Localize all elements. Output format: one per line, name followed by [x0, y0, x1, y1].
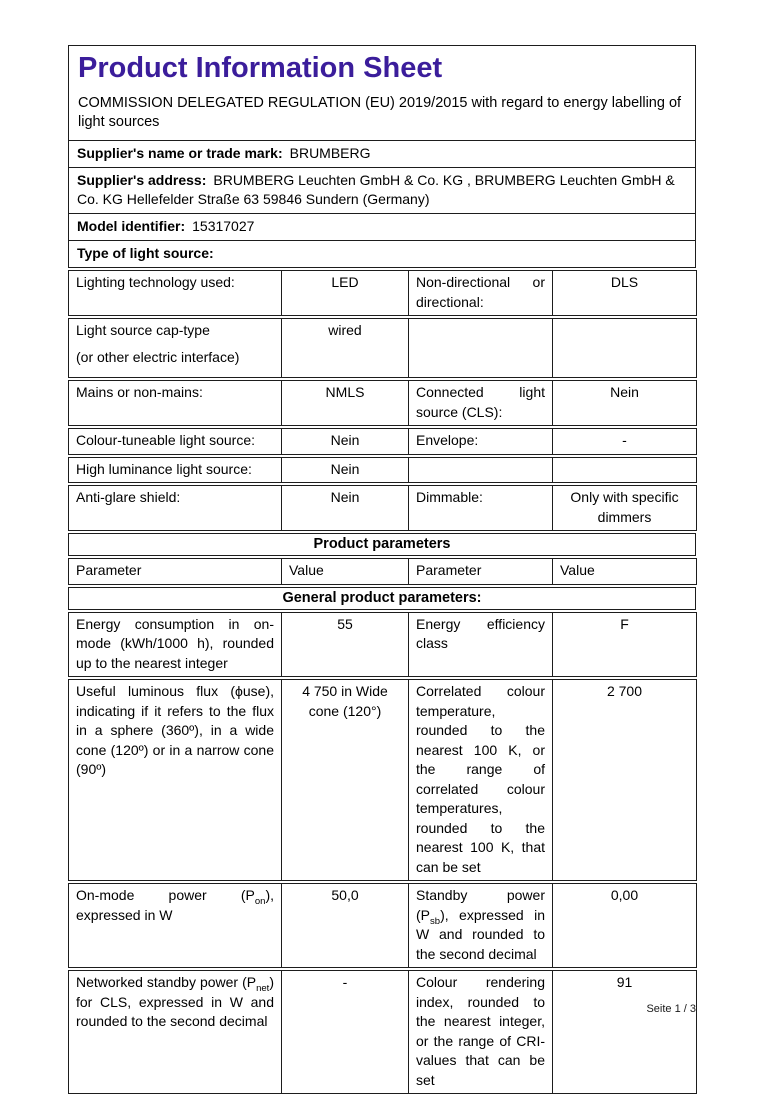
model-identifier-label: Model identifier:	[77, 218, 186, 234]
table-row	[68, 883, 697, 968]
param-cell: Anti-glare shield:	[69, 486, 282, 531]
param-cell: Standby power $(P_{sb})$, expressed in W and rounded to the second decimal	[409, 884, 553, 968]
table-row	[68, 318, 697, 378]
value-cell: Nein	[282, 429, 409, 455]
param-cell: Lighting technology used:	[69, 271, 282, 316]
value-cell	[553, 319, 697, 378]
value-cell: -	[553, 429, 697, 455]
param-cell: Networked standby power $(P_{net})$ for CLS, expressed in W and rounded to the second decimal	[69, 971, 282, 1094]
model-identifier-row	[68, 213, 696, 241]
param-cell: Connected light source (CLS):	[409, 381, 553, 426]
value-cell: 0,00	[553, 884, 697, 968]
table-row	[68, 380, 697, 426]
table-row	[68, 485, 697, 531]
value-cell: Only with specific dimmers	[553, 486, 697, 531]
value-cell	[553, 457, 697, 483]
page-title: Product Information Sheet	[78, 52, 443, 84]
value-cell: Nein	[282, 457, 409, 483]
supplier-address-value: BRUMBERG Leuchten GmbH & Co. KG , BRUMBERG Leuchten GmbH & Co. KG Hellefelder Straße 63 59846 Sundern (Germany)	[77, 172, 675, 207]
supplier-address-row	[68, 167, 696, 214]
column-header-row	[68, 558, 697, 585]
param-cell: Dimmable:	[409, 486, 553, 531]
title-section	[68, 45, 696, 141]
param-cell: Energy consumption in on-mode (kWh/1000 h), rounded up to the nearest integer	[69, 612, 282, 677]
value-cell: F	[553, 612, 697, 677]
param-cell: Mains or non-mains:	[69, 381, 282, 426]
type-of-light-source-row	[68, 240, 696, 268]
column-header: Value	[553, 559, 697, 585]
table-row	[68, 457, 697, 484]
value-cell: 91	[553, 971, 697, 1094]
value-cell: 55	[282, 612, 409, 677]
column-header: Parameter	[409, 559, 553, 585]
value-cell: NMLS	[282, 381, 409, 426]
value-cell: 50,0	[282, 884, 409, 968]
param-cell	[409, 457, 553, 483]
param-cell: High luminance light source:	[69, 457, 282, 483]
supplier-name-row	[68, 140, 696, 168]
type-of-light-source-label: Type of light source:	[77, 245, 214, 261]
table-row	[68, 970, 697, 1094]
param-cell: Colour rendering index, rounded to the nearest integer, or the range of CRI-values that can be set	[409, 971, 553, 1094]
product-information-sheet	[68, 45, 696, 1094]
table-row	[68, 270, 697, 316]
param-cell: Non-directional or directional:	[409, 271, 553, 316]
page-number: Seite 1 / 3	[646, 1003, 696, 1015]
value-cell: Nein	[282, 486, 409, 531]
value-cell: wired	[282, 319, 409, 378]
value-cell: LED	[282, 271, 409, 316]
value-cell: -	[282, 971, 409, 1094]
param-cell: Energy efficiency class	[409, 612, 553, 677]
param-cell: Correlated colour temperature, rounded to the nearest 100 K, or the range of correlated colour temperatures, rounded to the nearest 100 K, that can be set	[409, 680, 553, 881]
model-identifier-value: 15317027	[192, 218, 255, 234]
param-cell: Light source cap-type (or other electric interface)	[69, 319, 282, 378]
table-row	[68, 612, 697, 678]
page-subtitle: COMMISSION DELEGATED REGULATION (EU) 2019/2015 with regard to energy labelling of light sources	[78, 95, 682, 130]
param-cell: On-mode power $(P_{on})$, expressed in W	[69, 884, 282, 968]
param-cell: Envelope:	[409, 429, 553, 455]
param-cell: Useful luminous flux (ϕuse), indicating if it refers to the flux in a sphere (360º), in a wide cone (120º) or in a narrow cone (90º)	[69, 680, 282, 881]
value-cell: Nein	[553, 381, 697, 426]
supplier-name-value: BRUMBERG	[289, 145, 371, 161]
supplier-name-label: Supplier's name or trade mark:	[77, 145, 283, 161]
value-cell: DLS	[553, 271, 697, 316]
product-parameters-header: Product parameters	[68, 533, 696, 556]
param-cell: Colour-tuneable light source:	[69, 429, 282, 455]
table-row	[68, 679, 697, 881]
param-cell	[409, 319, 553, 378]
column-header: Value	[282, 559, 409, 585]
supplier-address-label: Supplier's address:	[77, 172, 207, 188]
value-cell: 2 700	[553, 680, 697, 881]
column-header: Parameter	[69, 559, 282, 585]
value-cell: 4 750 in Wide cone (120°)	[282, 680, 409, 881]
general-product-parameters-header: General product parameters:	[68, 587, 696, 610]
table-row	[68, 428, 697, 455]
